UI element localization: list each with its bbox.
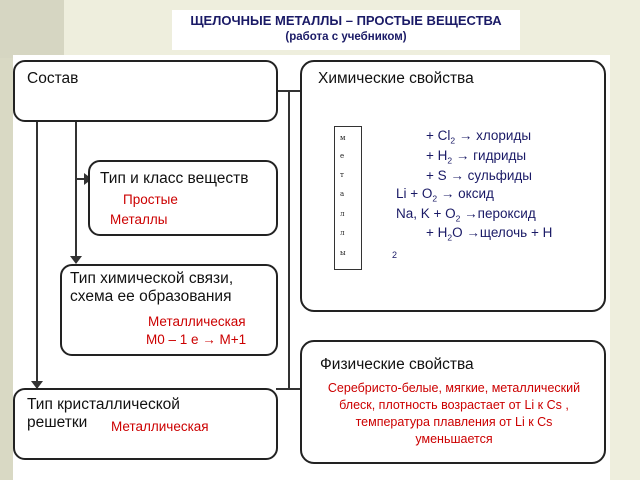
reaction-reagent: Li + O: [396, 186, 433, 201]
reaction-product: O →щелочь + H: [452, 225, 553, 240]
bond-type-answer: Металлическая: [148, 314, 246, 329]
vertical-letter: л: [340, 210, 345, 218]
vertical-letter: м: [340, 134, 346, 142]
top-left-decor-block: [0, 0, 64, 58]
type-class-answer-2: Металлы: [110, 212, 168, 227]
vertical-letter: т: [340, 171, 344, 179]
physical-text-line: Серебристо-белые, мягкие, металлический: [327, 381, 581, 395]
reaction-product: → гидриды: [452, 148, 527, 163]
type-class-label: Тип и класс веществ: [100, 170, 249, 187]
metals-vertical-box: [334, 126, 362, 270]
connector-line: [75, 120, 77, 260]
bond-type-label-2: схема ее образования: [70, 288, 232, 305]
reaction-chlorides: [426, 128, 531, 146]
reaction-hydrides: [426, 148, 526, 166]
reaction-subscript: 2: [432, 193, 438, 204]
vertical-letter: ы: [340, 249, 346, 257]
physical-text-line: температура плавления от Li к Cs: [355, 415, 553, 429]
reaction-reagent: + Cl: [426, 128, 451, 143]
reaction-product: → хлориды: [455, 128, 532, 143]
crystal-lattice-label-1: Тип кристаллической: [27, 396, 180, 413]
crystal-lattice-answer: Металлическая: [111, 419, 209, 434]
reaction-product: →пероксид: [460, 206, 536, 221]
reaction-peroxide: [396, 206, 536, 224]
reaction-subscript: 2: [447, 232, 453, 243]
connector-line: [288, 90, 290, 388]
physical-properties-box: [300, 340, 606, 464]
slide-title-box: [172, 10, 520, 50]
reaction-product: → оксид: [437, 186, 494, 201]
type-class-box: [88, 160, 278, 236]
reaction-sulfides: [426, 168, 532, 183]
slide-subtitle: (работа с учебником): [285, 31, 407, 43]
reaction-reagent: + H: [426, 225, 448, 240]
type-class-answer-1: Простые: [123, 192, 178, 207]
composition-box: [13, 60, 278, 122]
reaction-product: → сульфиды: [446, 168, 532, 183]
physical-properties-text: [306, 380, 602, 448]
crystal-lattice-box: [13, 388, 278, 460]
chemical-properties-label: Химические свойства: [318, 70, 474, 87]
bond-type-label-1: Тип химической связи,: [70, 270, 234, 287]
reaction-subscript: 2: [447, 155, 453, 166]
physical-text-line: уменьшается: [415, 432, 493, 446]
physical-properties-label: Физические свойства: [320, 356, 474, 373]
reaction-reagent: + S: [426, 168, 447, 183]
connector-line: [36, 120, 38, 415]
reaction-subscript: 2: [450, 135, 456, 146]
arrow-head: [70, 256, 82, 264]
reaction-subscript: 2: [455, 213, 461, 224]
left-decor-bar: [0, 0, 13, 480]
reaction-alkali: [426, 225, 552, 243]
reaction-alkali-subscript: 2: [392, 250, 398, 260]
reaction-reagent: + H: [426, 148, 448, 163]
bond-scheme: M0 – 1 e → M+1: [146, 332, 247, 347]
physical-text-line: блеск, плотность возрастает от Li к Cs ,: [339, 398, 569, 412]
bond-type-box: [60, 264, 278, 356]
vertical-letter: л: [340, 229, 345, 237]
slide-title: ЩЕЛОЧНЫЕ МЕТАЛЛЫ – ПРОСТЫЕ ВЕЩЕСТВА: [190, 13, 502, 28]
vertical-letter: а: [340, 190, 345, 198]
reaction-oxide: [396, 186, 494, 204]
vertical-letter: е: [340, 152, 345, 160]
reaction-reagent: Na, K + O: [396, 206, 456, 221]
composition-label: Состав: [27, 70, 79, 87]
crystal-lattice-label-2: решетки: [27, 414, 88, 431]
connector-line: [276, 388, 300, 390]
